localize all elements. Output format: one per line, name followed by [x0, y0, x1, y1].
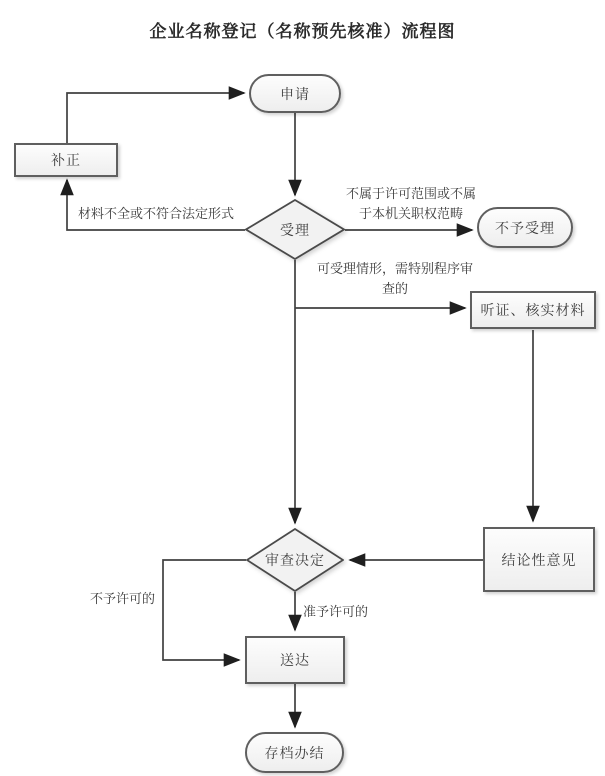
node-archive-label: 存档办结 [264, 744, 325, 761]
edge-label-special-procedure-line1: 可受理情形，需特别程序审 [316, 261, 473, 276]
node-apply-label: 申请 [280, 85, 310, 102]
node-delivery [245, 636, 345, 684]
node-archive [245, 732, 344, 773]
edge-decision-to-delivery-left [163, 560, 246, 660]
edge-label-out-of-scope-line2: 于本机关职权范畴 [358, 206, 463, 221]
node-hearing [470, 291, 596, 329]
node-conclusion-label: 结论性意见 [501, 551, 577, 568]
node-correction-label: 补正 [51, 152, 81, 168]
node-not-accepted [477, 207, 573, 248]
edge-label-special-procedure [306, 259, 484, 299]
node-delivery-label: 送达 [280, 652, 310, 668]
node-acceptance [245, 199, 345, 260]
edge-label-not-permitted: 不予许可的 [90, 591, 156, 606]
edge-label-special-procedure-line2: 查的 [381, 281, 408, 296]
node-hearing-label: 听证、核实材料 [480, 302, 586, 318]
node-conclusion [483, 527, 595, 592]
page-title: 企业名称登记（名称预先核准）流程图 [149, 22, 456, 41]
edge-correction-to-apply [67, 93, 244, 144]
node-decision-label: 审查决定 [265, 552, 325, 568]
edge-label-permitted: 准予许可的 [303, 604, 369, 619]
edge-label-out-of-scope [336, 184, 486, 224]
node-apply [249, 74, 341, 113]
node-decision [246, 528, 344, 592]
node-not-accepted-label: 不予受理 [495, 219, 555, 236]
edge-label-out-of-scope-line1: 不属于许可范围或不属 [345, 186, 476, 201]
node-correction [14, 143, 118, 177]
node-acceptance-label: 受理 [280, 221, 310, 238]
edge-label-incomplete-materials: 材料不全或不符合法定形式 [77, 206, 234, 221]
